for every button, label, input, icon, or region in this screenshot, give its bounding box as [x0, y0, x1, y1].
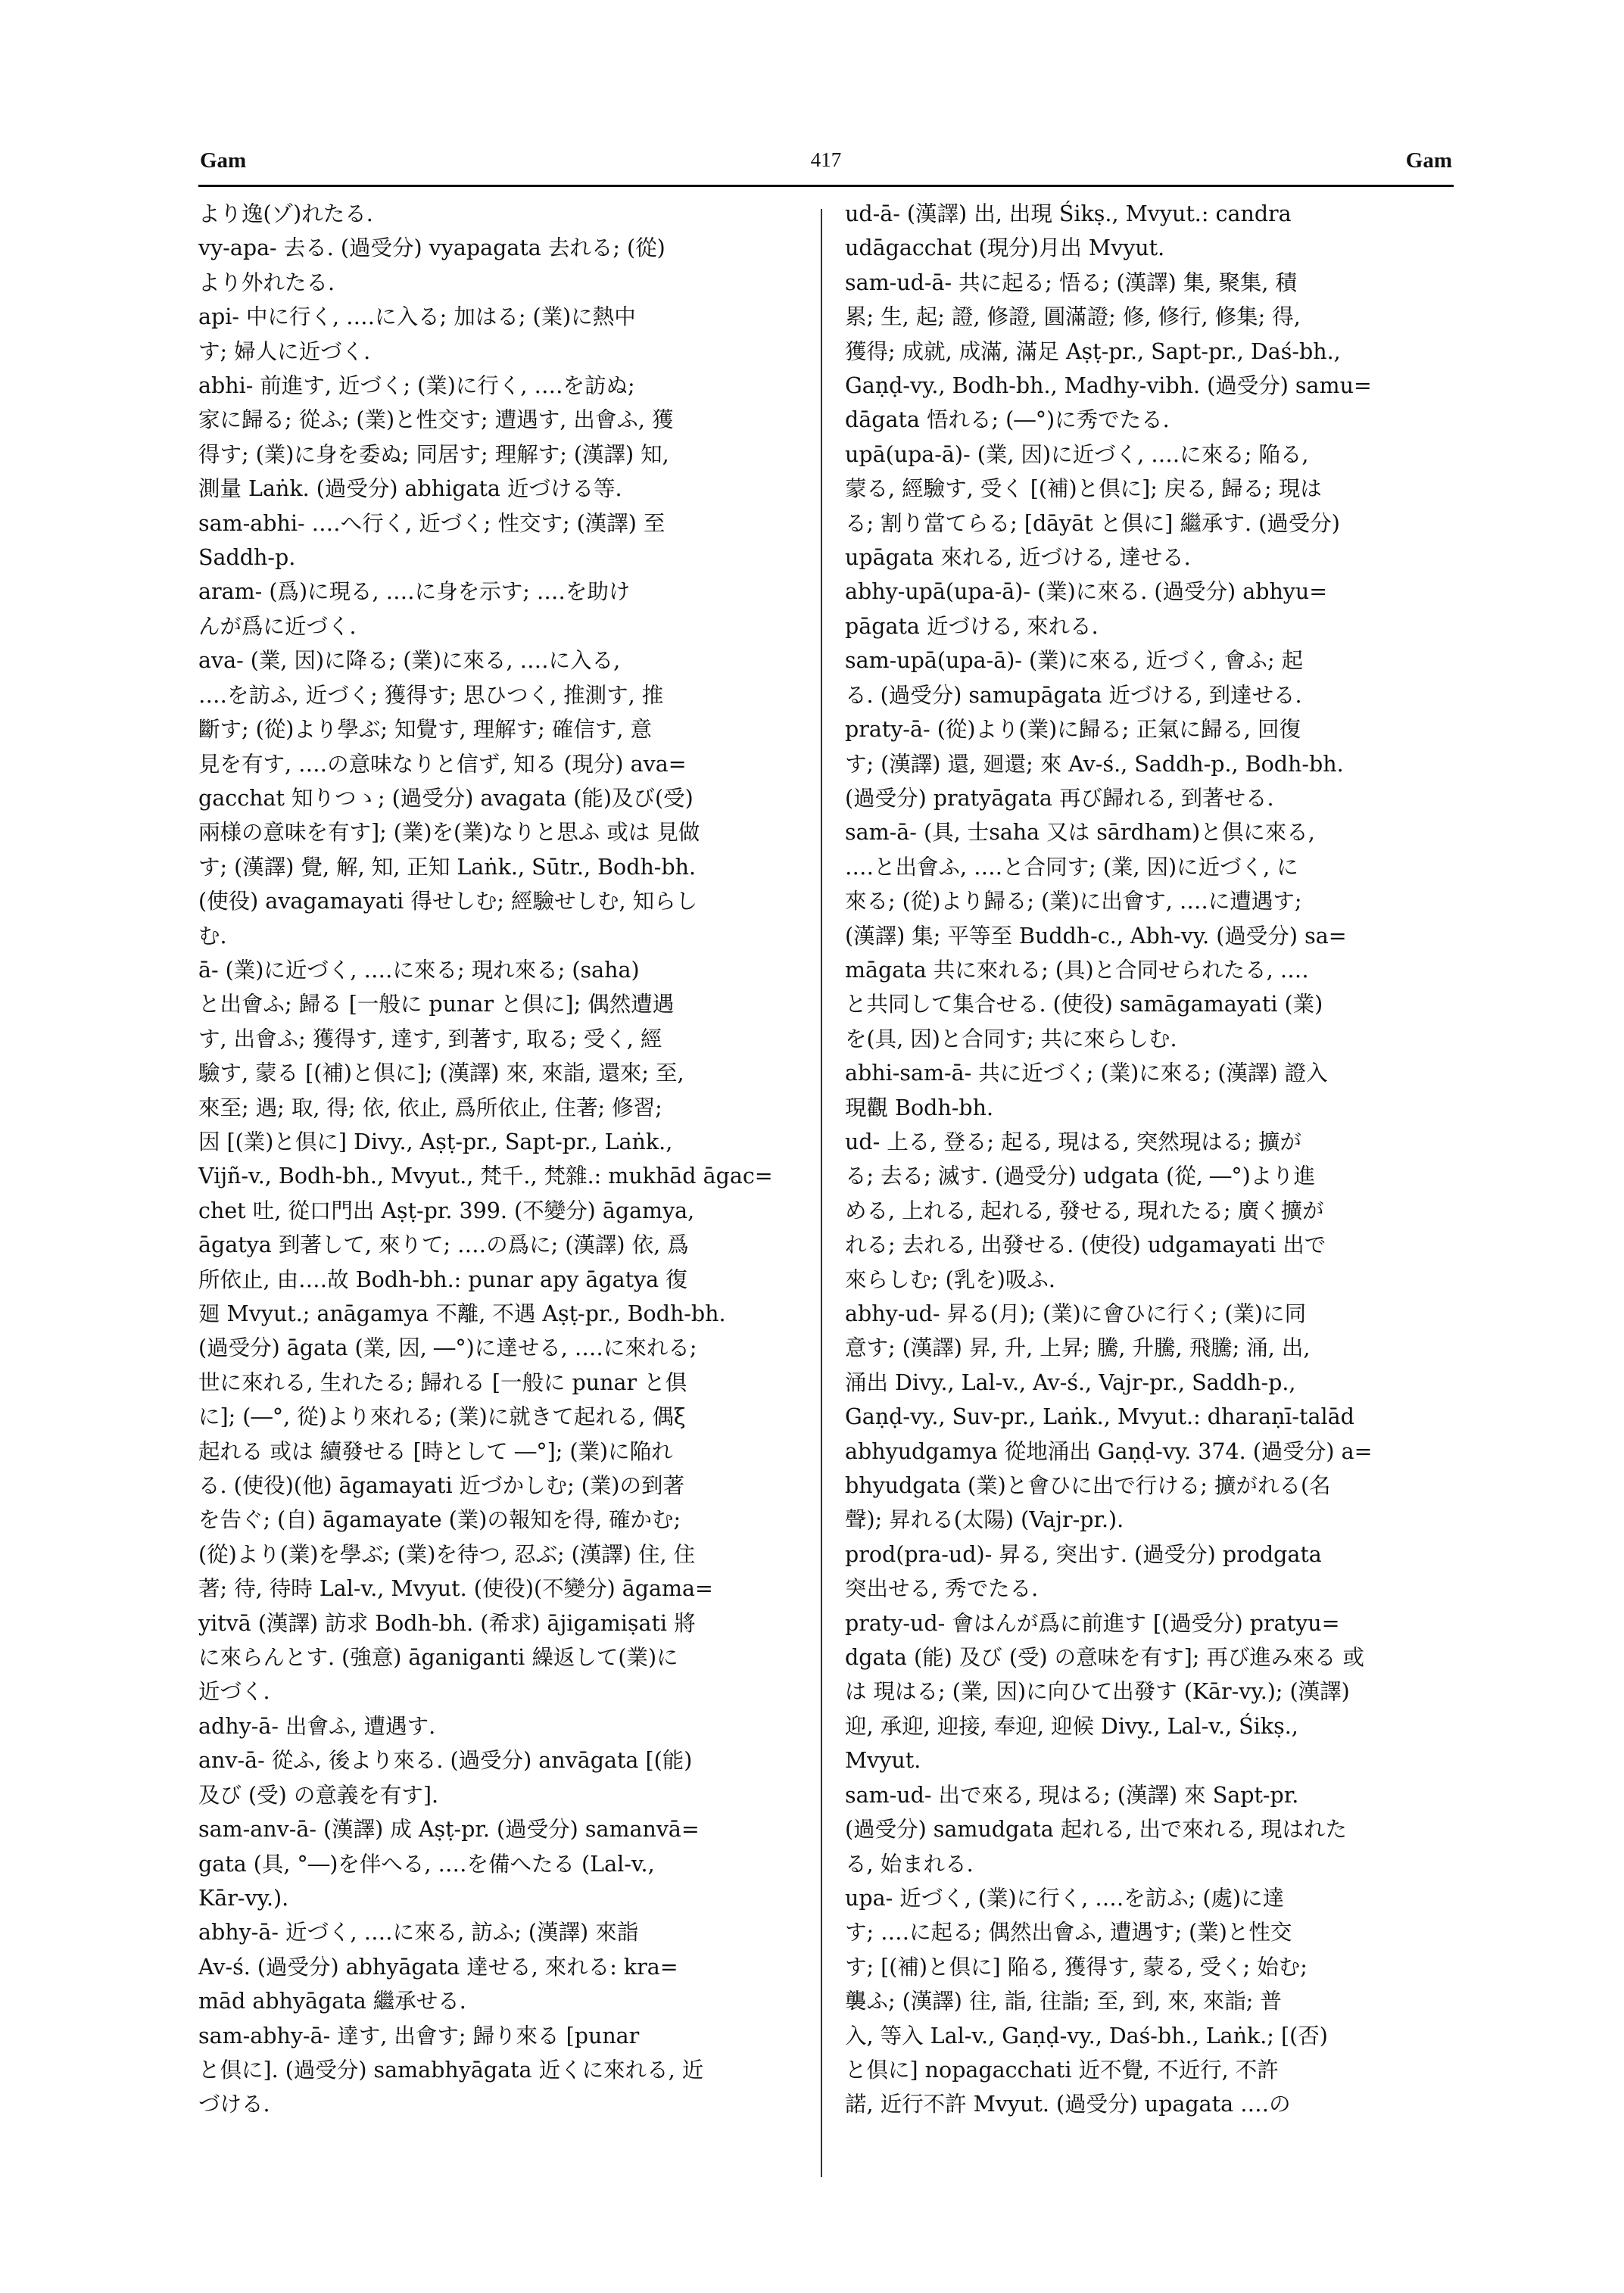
entry-line: 諾, 近行不許 Mvyut. (過受分) upagata ‥‥の	[845, 2092, 1291, 2117]
entry-line: praty-ud- 會はんが爲に前進す [(過受分) pratyu=	[845, 1610, 1340, 1636]
entry-line: sam-ud-ā- 共に起る; 悟る; (漢譯) 集, 聚集, 積	[845, 269, 1298, 295]
entry-line: 家に歸る; 從ふ; (業)と性交す; 遭遇す, 出會ふ, 獲	[198, 407, 674, 433]
entry-line: 測量 Laṅk. (過受分) abhigata 近づける等.	[198, 476, 622, 502]
entry-line: abhy-ā- 近づく, ‥‥に來る, 訪ふ; (漢譯) 來詣	[198, 1920, 639, 1946]
entry-line: 所依止, 由‥‥故 Bodh-bh.: punar apy āgatya 復	[198, 1266, 687, 1292]
entry-line: す; ‥‥に起る; 偶然出會ふ, 遭遇す; (業)と性交	[845, 1920, 1292, 1946]
entry-line: vy-apa- 去る. (過受分) vyapagata 去れる; (從)	[198, 235, 665, 261]
entry-line: sam-abhy-ā- 達す, 出會す; 歸り來る [punar	[198, 2023, 640, 2048]
entry-line: 起れる 或は 續發せる [時として ―°]; (業)に陥れ	[198, 1438, 673, 1464]
entry-line: と共同して集合せる. (使役) samāgamayati (業)	[845, 992, 1323, 1017]
entry-line: (漢譯) 集; 平等至 Buddh-c., Abh-vy. (過受分) sa=	[845, 923, 1347, 949]
entry-line: 斷す; (從)より學ぶ; 知覺す, 理解す; 確信す, 意	[198, 717, 652, 743]
entry-line: gata (具, °―)を伴へる, ‥‥を備へたる (Lal-v.,	[198, 1851, 655, 1877]
entry-line: abhi- 前進す, 近づく; (業)に行く, ‥‥を訪ぬ;	[198, 373, 635, 399]
entry-line: ava- (業, 因)に降る; (業)に來る, ‥‥に入る,	[198, 648, 621, 674]
entry-line: む.	[198, 923, 227, 949]
entry-line: 突出せる, 秀でたる.	[845, 1576, 1039, 1602]
entry-line: upa- 近づく, (業)に行く, ‥‥を訪ふ; (處)に達	[845, 1885, 1285, 1911]
entry-line: す; 婦人に近づく.	[198, 338, 371, 364]
entry-line: める, 上れる, 起れる, 發せる, 現れたる; 廣く擴が	[845, 1198, 1324, 1223]
entry-line: āgatya 到著して, 來りて; ‥‥の爲に; (漢譯) 依, 爲	[198, 1232, 689, 1258]
entry-line: 涌出 Divy., Lal-v., Av-ś., Vajr-pr., Saddh-p.,	[845, 1369, 1296, 1395]
entry-line: chet 吐, 從口門出 Aṣṭ-pr. 399. (不變分) āgamya,	[198, 1198, 695, 1223]
entry-line: bhyudgata (業)と會ひに出で行ける; 擴がれる(名	[845, 1473, 1331, 1499]
page-header	[200, 148, 1452, 179]
entry-line: る; 割り當てらる; [dāyāt と倶に] 繼承す. (過受分)	[845, 510, 1340, 536]
entry-line: れる; 去れる, 出發せる. (使役) udgamayati 出で	[845, 1232, 1326, 1258]
entry-line: praty-ā- (從)より(業)に歸る; 正氣に歸る, 回復	[845, 717, 1301, 743]
entry-line: dāgata 悟れる; (―°)に秀でたる.	[845, 407, 1170, 433]
entry-line: ‥‥を訪ふ, 近づく; 獲得す; 思ひつく, 推測す, 推	[198, 682, 664, 708]
entry-line: Av-ś. (過受分) abhyāgata 達せる, 來れる: kra=	[198, 1954, 678, 1980]
entry-line: 聲); 昇れる(太陽) (Vajr-pr.).	[845, 1507, 1124, 1533]
entry-line: Kār-vy.).	[198, 1885, 289, 1911]
entry-line: aram- (爲)に現る, ‥‥に身を示す; ‥‥を助け	[198, 579, 631, 605]
entry-line: api- 中に行く, ‥‥に入る; 加はる; (業)に熱中	[198, 304, 636, 330]
entry-line: Gaṇḍ-vy., Bodh-bh., Madhy-vibh. (過受分) samu=	[845, 373, 1372, 399]
entry-line: 獲得; 成就, 成滿, 滿足 Aṣṭ-pr., Sapt-pr., Daś-bh.,	[845, 338, 1341, 364]
right-column	[845, 197, 1452, 2195]
header-rule	[198, 185, 1454, 187]
entry-line: ā- (業)に近づく, ‥‥に來る; 現れ來る; (saha)	[198, 957, 640, 983]
entry-line: dgata (能) 及び (受) の意味を有す]; 再び進み來る 或	[845, 1645, 1364, 1671]
entry-line: pāgata 近づける, 來れる.	[845, 613, 1099, 639]
entry-line: と倶に] nopagacchati 近不覺, 不近行, 不許	[845, 2057, 1279, 2083]
entry-line: 因 [(業)と倶に] Divy., Aṣṭ-pr., Sapt-pr., Laṅk.,	[198, 1129, 673, 1154]
entry-line: す, 出會ふ; 獲得す, 達す, 到著す, 取る; 受く, 經	[198, 1026, 662, 1051]
entry-line: 及び (受) の意義を有す].	[198, 1782, 439, 1808]
entry-line: 累; 生, 起; 證, 修證, 圓滿證; 修, 修行, 修集; 得,	[845, 304, 1301, 330]
entry-line: abhi-sam-ā- 共に近づく; (業)に來る; (漢譯) 證入	[845, 1061, 1328, 1086]
entry-line: 入, 等入 Lal-v., Gaṇḍ-vy., Daś-bh., Laṅk.; [(否)	[845, 2023, 1328, 2048]
entry-line: る; 去る; 滅す. (過受分) udgata (從, ―°)より進	[845, 1164, 1316, 1189]
entry-line: gacchat 知りつゝ; (過受分) avagata (能)及び(受)	[198, 785, 694, 811]
page-number: 417	[810, 148, 842, 171]
entry-line: る. (過受分) samupāgata 近づける, 到達せる.	[845, 682, 1302, 708]
entry-line: Gaṇḍ-vy., Suv-pr., Laṅk., Mvyut.: dharaṇī-talād	[845, 1404, 1354, 1430]
entry-line: 現觀 Bodh-bh.	[845, 1095, 994, 1120]
entry-line: yitvā (漢譯) 訪求 Bodh-bh. (希求) ājigamiṣati 將	[198, 1610, 696, 1636]
entry-line: 得す; (業)に身を委ぬ; 同居す; 理解す; (漢譯) 知,	[198, 441, 669, 467]
entry-line: Mvyut.	[845, 1748, 921, 1774]
entry-line: 來至; 遇; 取, 得; 依, 依止, 爲所依止, 住著; 修習;	[198, 1095, 662, 1120]
entry-line: 見を有す, ‥‥の意味なりと信ず, 知る (現分) ava=	[198, 751, 687, 777]
entry-line: abhy-ud- 昇る(月); (業)に會ひに行く; (業)に同	[845, 1301, 1307, 1326]
entry-line: anv-ā- 從ふ, 後より來る. (過受分) anvāgata [(能)	[198, 1748, 693, 1774]
entry-line: sam-abhi- ‥‥へ行く, 近づく; 性交す; (漢譯) 至	[198, 510, 665, 536]
entry-line: づける.	[198, 2092, 270, 2117]
entry-line: 著; 待, 待時 Lal-v., Mvyut. (使役)(不變分) āgama=	[198, 1576, 713, 1602]
entry-line: māgata 共に來れる; (具)と合同せられたる, ‥‥	[845, 957, 1309, 983]
entry-line: abhy-upā(upa-ā)- (業)に來る. (過受分) abhyu=	[845, 579, 1328, 605]
entry-line: 近づく.	[198, 1679, 270, 1705]
entry-line: mād abhyāgata 繼承せる.	[198, 1989, 466, 2014]
entry-line: と出會ふ; 歸る [一般に punar と倶に]; 偶然遭遇	[198, 992, 675, 1017]
entry-line: Vijñ-v., Bodh-bh., Mvyut., 梵千., 梵雜.: mukhād āgac=	[198, 1164, 773, 1189]
entry-line: sam-ud- 出で來る, 現はる; (漢譯) 來 Sapt-pr.	[845, 1782, 1299, 1808]
entry-line: 襲ふ; (漢譯) 往, 詣, 往詣; 至, 到, 來, 來詣; 普	[845, 1989, 1282, 2014]
entry-line: る. (使役)(他) āgamayati 近づかしむ; (業)の到著	[198, 1473, 685, 1499]
entry-line: と倶に]. (過受分) samabhyāgata 近くに來れる, 近	[198, 2057, 704, 2083]
entry-line: upā(upa-ā)- (業, 因)に近づく, ‥‥に來る; 陥る,	[845, 441, 1309, 467]
entry-line: (從)より(業)を學ぶ; (業)を待つ, 忍ぶ; (漢譯) 住, 住	[198, 1541, 696, 1567]
entry-line: upāgata 來れる, 近づける, 達せる.	[845, 545, 1191, 571]
entry-line: sam-ā- (具, 士saha 又は sārdham)と倶に來る,	[845, 820, 1315, 846]
entry-line: んが爲に近づく.	[198, 613, 357, 639]
entry-line: る, 始まれる.	[845, 1851, 974, 1877]
entry-line: 世に來れる, 生れたる; 歸れる [一般に punar と倶	[198, 1369, 687, 1395]
entry-line: (過受分) āgata (業, 因, ―°)に達せる, ‥‥に來れる;	[198, 1335, 697, 1361]
entry-line: を(具, 因)と合同す; 共に來らしむ.	[845, 1026, 1177, 1051]
entry-line: (過受分) samudgata 起れる, 出で來れる, 現はれた	[845, 1817, 1348, 1843]
entry-line: す; (漢譯) 覺, 解, 知, 正知 Laṅk., Sūtr., Bodh-bh.	[198, 854, 697, 880]
entry-line: abhyudgamya 從地涌出 Gaṇḍ-vy. 374. (過受分) a=	[845, 1438, 1373, 1464]
entry-line: (使役) avagamayati 得せしむ; 經驗せしむ, 知らし	[198, 889, 698, 914]
entry-line: udāgacchat (現分)月出 Mvyut.	[845, 235, 1165, 261]
header-left-guide-word: Gam	[200, 148, 247, 173]
entry-line: 來る; (從)より歸る; (業)に出會す, ‥‥に遭遇す;	[845, 889, 1302, 914]
entry-line: より外れたる.	[198, 269, 335, 295]
entry-line: ud-ā- (漢譯) 出, 出現 Śikṣ., Mvyut.: candra	[845, 201, 1292, 226]
entry-line: に]; (―°, 從)より來れる; (業)に就きて起れる, 偶ξ	[198, 1404, 686, 1430]
entry-line: Saddh-p.	[198, 545, 296, 571]
entry-line: ‥‥と出會ふ, ‥‥と合同す; (業, 因)に近づく, に	[845, 854, 1298, 880]
entry-line: ud- 上る, 登る; 起る, 現はる, 突然現はる; 擴が	[845, 1129, 1301, 1154]
entry-line: す; (漢譯) 還, 廻還; 來 Av-ś., Saddh-p., Bodh-bh.	[845, 751, 1344, 777]
entry-line: 意す; (漢譯) 昇, 升, 上昇; 騰, 升騰, 飛騰; 涌, 出,	[845, 1335, 1311, 1361]
entry-line: 迎, 承迎, 迎接, 奉迎, 迎候 Divy., Lal-v., Śikṣ.,	[845, 1713, 1298, 1739]
entry-line: 驗す, 蒙る [(補)と倶に]; (漢譯) 來, 來詣, 還來; 至,	[198, 1061, 684, 1086]
entry-line: は 現はる; (業, 因)に向ひて出發す (Kār-vy.); (漢譯)	[845, 1679, 1350, 1705]
column-divider	[821, 209, 822, 2177]
entry-line: sam-upā(upa-ā)- (業)に來る, 近づく, 會ふ; 起	[845, 648, 1304, 674]
entry-line: を告ぐ; (自) āgamayate (業)の報知を得, 確かむ;	[198, 1507, 681, 1533]
entry-line: す; [(補)と倶に] 陥る, 獲得す, 蒙る, 受く; 始む;	[845, 1954, 1308, 1980]
entry-line: prod(pra-ud)- 昇る, 突出す. (過受分) prodgata	[845, 1541, 1322, 1567]
entry-line: に來らんとす. (強意) āganiganti 繰返して(業)に	[198, 1645, 678, 1671]
entry-line: 來らしむ; (乳を)吸ふ.	[845, 1266, 1055, 1292]
entry-line: 廻 Mvyut.; anāgamya 不離, 不遇 Aṣṭ-pr., Bodh-bh.	[198, 1301, 726, 1326]
entry-line: 蒙る, 經驗す, 受く [(補)と倶に]; 戻る, 歸る; 現は	[845, 476, 1322, 502]
entry-line: (過受分) pratyāgata 再び歸れる, 到著せる.	[845, 785, 1274, 811]
entry-line: より逸(ゾ)れたる.	[198, 201, 373, 226]
left-column	[198, 197, 796, 2195]
header-right-guide-word: Gam	[1405, 148, 1452, 173]
entry-line: sam-anv-ā- (漢譯) 成 Aṣṭ-pr. (過受分) samanvā=	[198, 1817, 700, 1843]
entry-line: 兩様の意味を有す]; (業)を(業)なりと思ふ 或は 見做	[198, 820, 700, 846]
entry-line: adhy-ā- 出會ふ, 遭遇す.	[198, 1713, 436, 1739]
